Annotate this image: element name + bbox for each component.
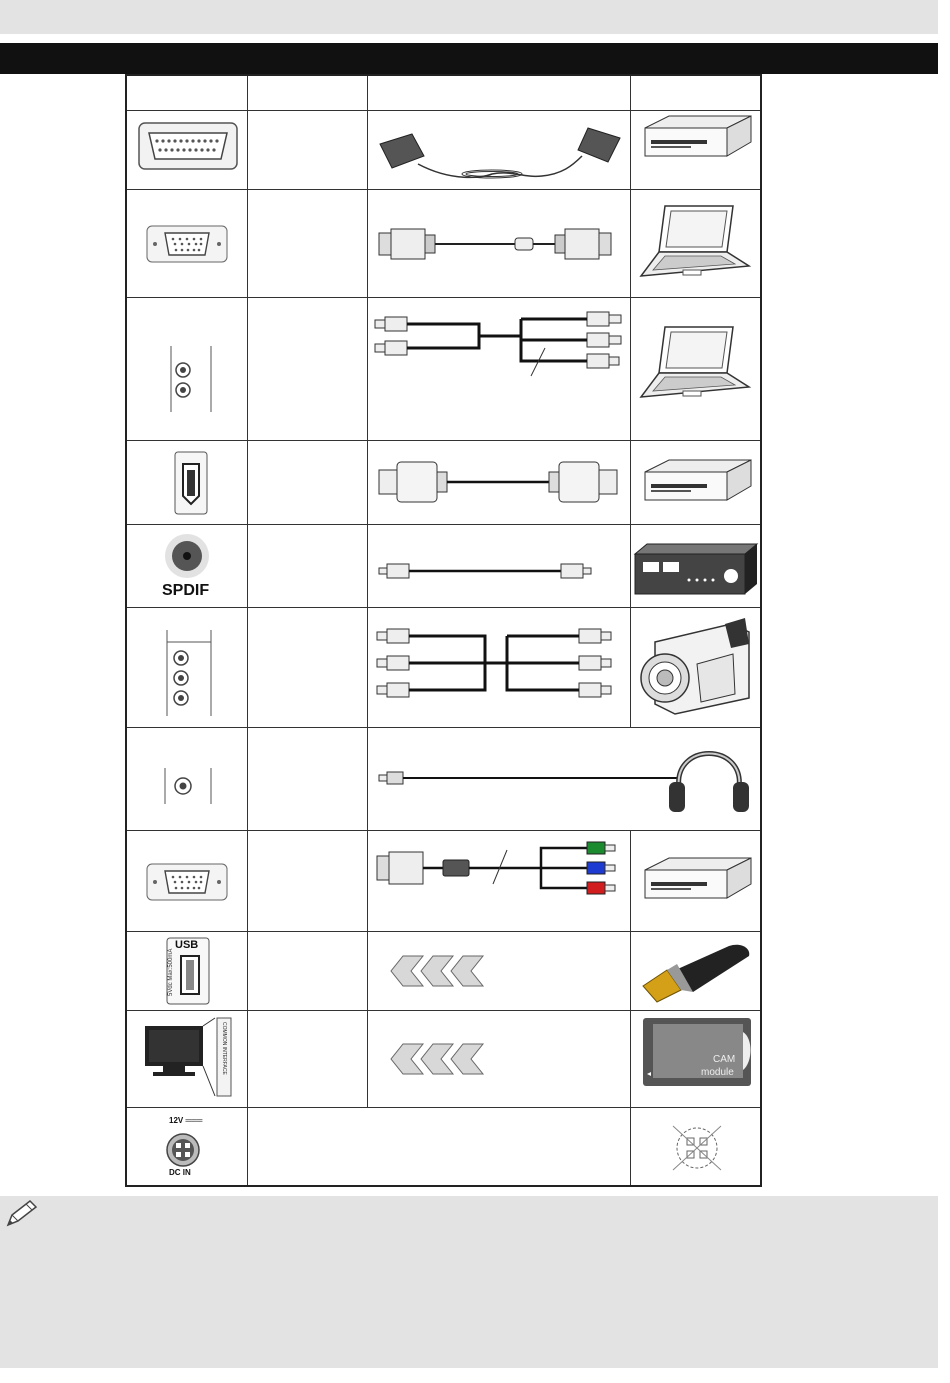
av-cable-icon: [373, 620, 629, 705]
headphone-socket-icon: [161, 766, 221, 806]
row-divider: [127, 727, 760, 728]
note-band: [0, 1196, 938, 1368]
dvd-player-icon: [639, 848, 755, 908]
column-divider: [630, 76, 631, 727]
laptop-icon: [635, 321, 755, 411]
ci-slot-icon: [143, 1016, 235, 1100]
dc-voltage-label: 12V ═══: [169, 1116, 203, 1125]
column-divider: [630, 830, 631, 1185]
usb-rating-label: 5Vdc Max:500mA: [168, 948, 174, 996]
row-divider: [127, 931, 760, 932]
row-divider: [127, 189, 760, 190]
header-band: [0, 0, 938, 34]
usb-socket-icon: [165, 936, 211, 1006]
cam-module-label: module: [701, 1067, 734, 1078]
insert-arrows-icon: [381, 1040, 491, 1078]
header-type: [248, 76, 367, 110]
row-divider: [127, 297, 760, 298]
hdmi-socket-icon: [171, 450, 211, 516]
dvd-player-icon: [639, 106, 755, 166]
spdif-label: SPDIF: [162, 582, 210, 599]
column-divider: [247, 76, 248, 1185]
scart-socket-icon: [137, 121, 239, 171]
spdif-socket-icon: [159, 532, 219, 602]
row-divider: [127, 830, 760, 831]
dc-plug-icon: [665, 1120, 729, 1176]
camcorder-icon: [635, 614, 759, 722]
cam-module-icon: [641, 1016, 753, 1088]
dc-in-label: DC IN: [169, 1168, 191, 1177]
row-divider: [127, 607, 760, 608]
ci-label: COMMON INTERFACE: [221, 1022, 227, 1075]
title-band: [0, 43, 938, 74]
pencil-icon: [4, 1199, 38, 1234]
row-divider: [127, 1010, 760, 1011]
laptop-icon: [635, 200, 755, 290]
cam-label: CAM: [713, 1054, 736, 1065]
vga-socket-icon: [145, 224, 229, 264]
row-divider: [127, 1107, 760, 1108]
vga-socket-icon: [145, 862, 229, 902]
audio-jack-socket-icon: [165, 344, 221, 414]
usb-label: USB: [175, 939, 199, 951]
connections-table: [125, 74, 762, 1187]
dvd-player-icon: [639, 450, 755, 510]
row-divider: [127, 524, 760, 525]
header-connector: [127, 76, 247, 110]
usb-stick-icon: [637, 938, 757, 1004]
dc-in-socket-icon: [157, 1116, 221, 1180]
vga-cable-icon: [375, 221, 627, 266]
row-divider: [127, 440, 760, 441]
pc-audio-cable-icon: [371, 304, 629, 379]
scart-cable-icon: [372, 116, 627, 186]
header-cable: [368, 76, 630, 110]
hdmi-cable-icon: [375, 458, 627, 506]
header-device: [631, 76, 762, 110]
insert-arrows-icon: [381, 952, 491, 990]
coaxial-cable-icon: [375, 556, 627, 586]
amplifier-icon: [633, 540, 759, 600]
av-socket-icon: [161, 628, 221, 718]
headphone-cable-icon: [373, 738, 758, 820]
column-divider: [367, 76, 368, 1107]
ypbpr-cable-icon: [375, 838, 629, 908]
